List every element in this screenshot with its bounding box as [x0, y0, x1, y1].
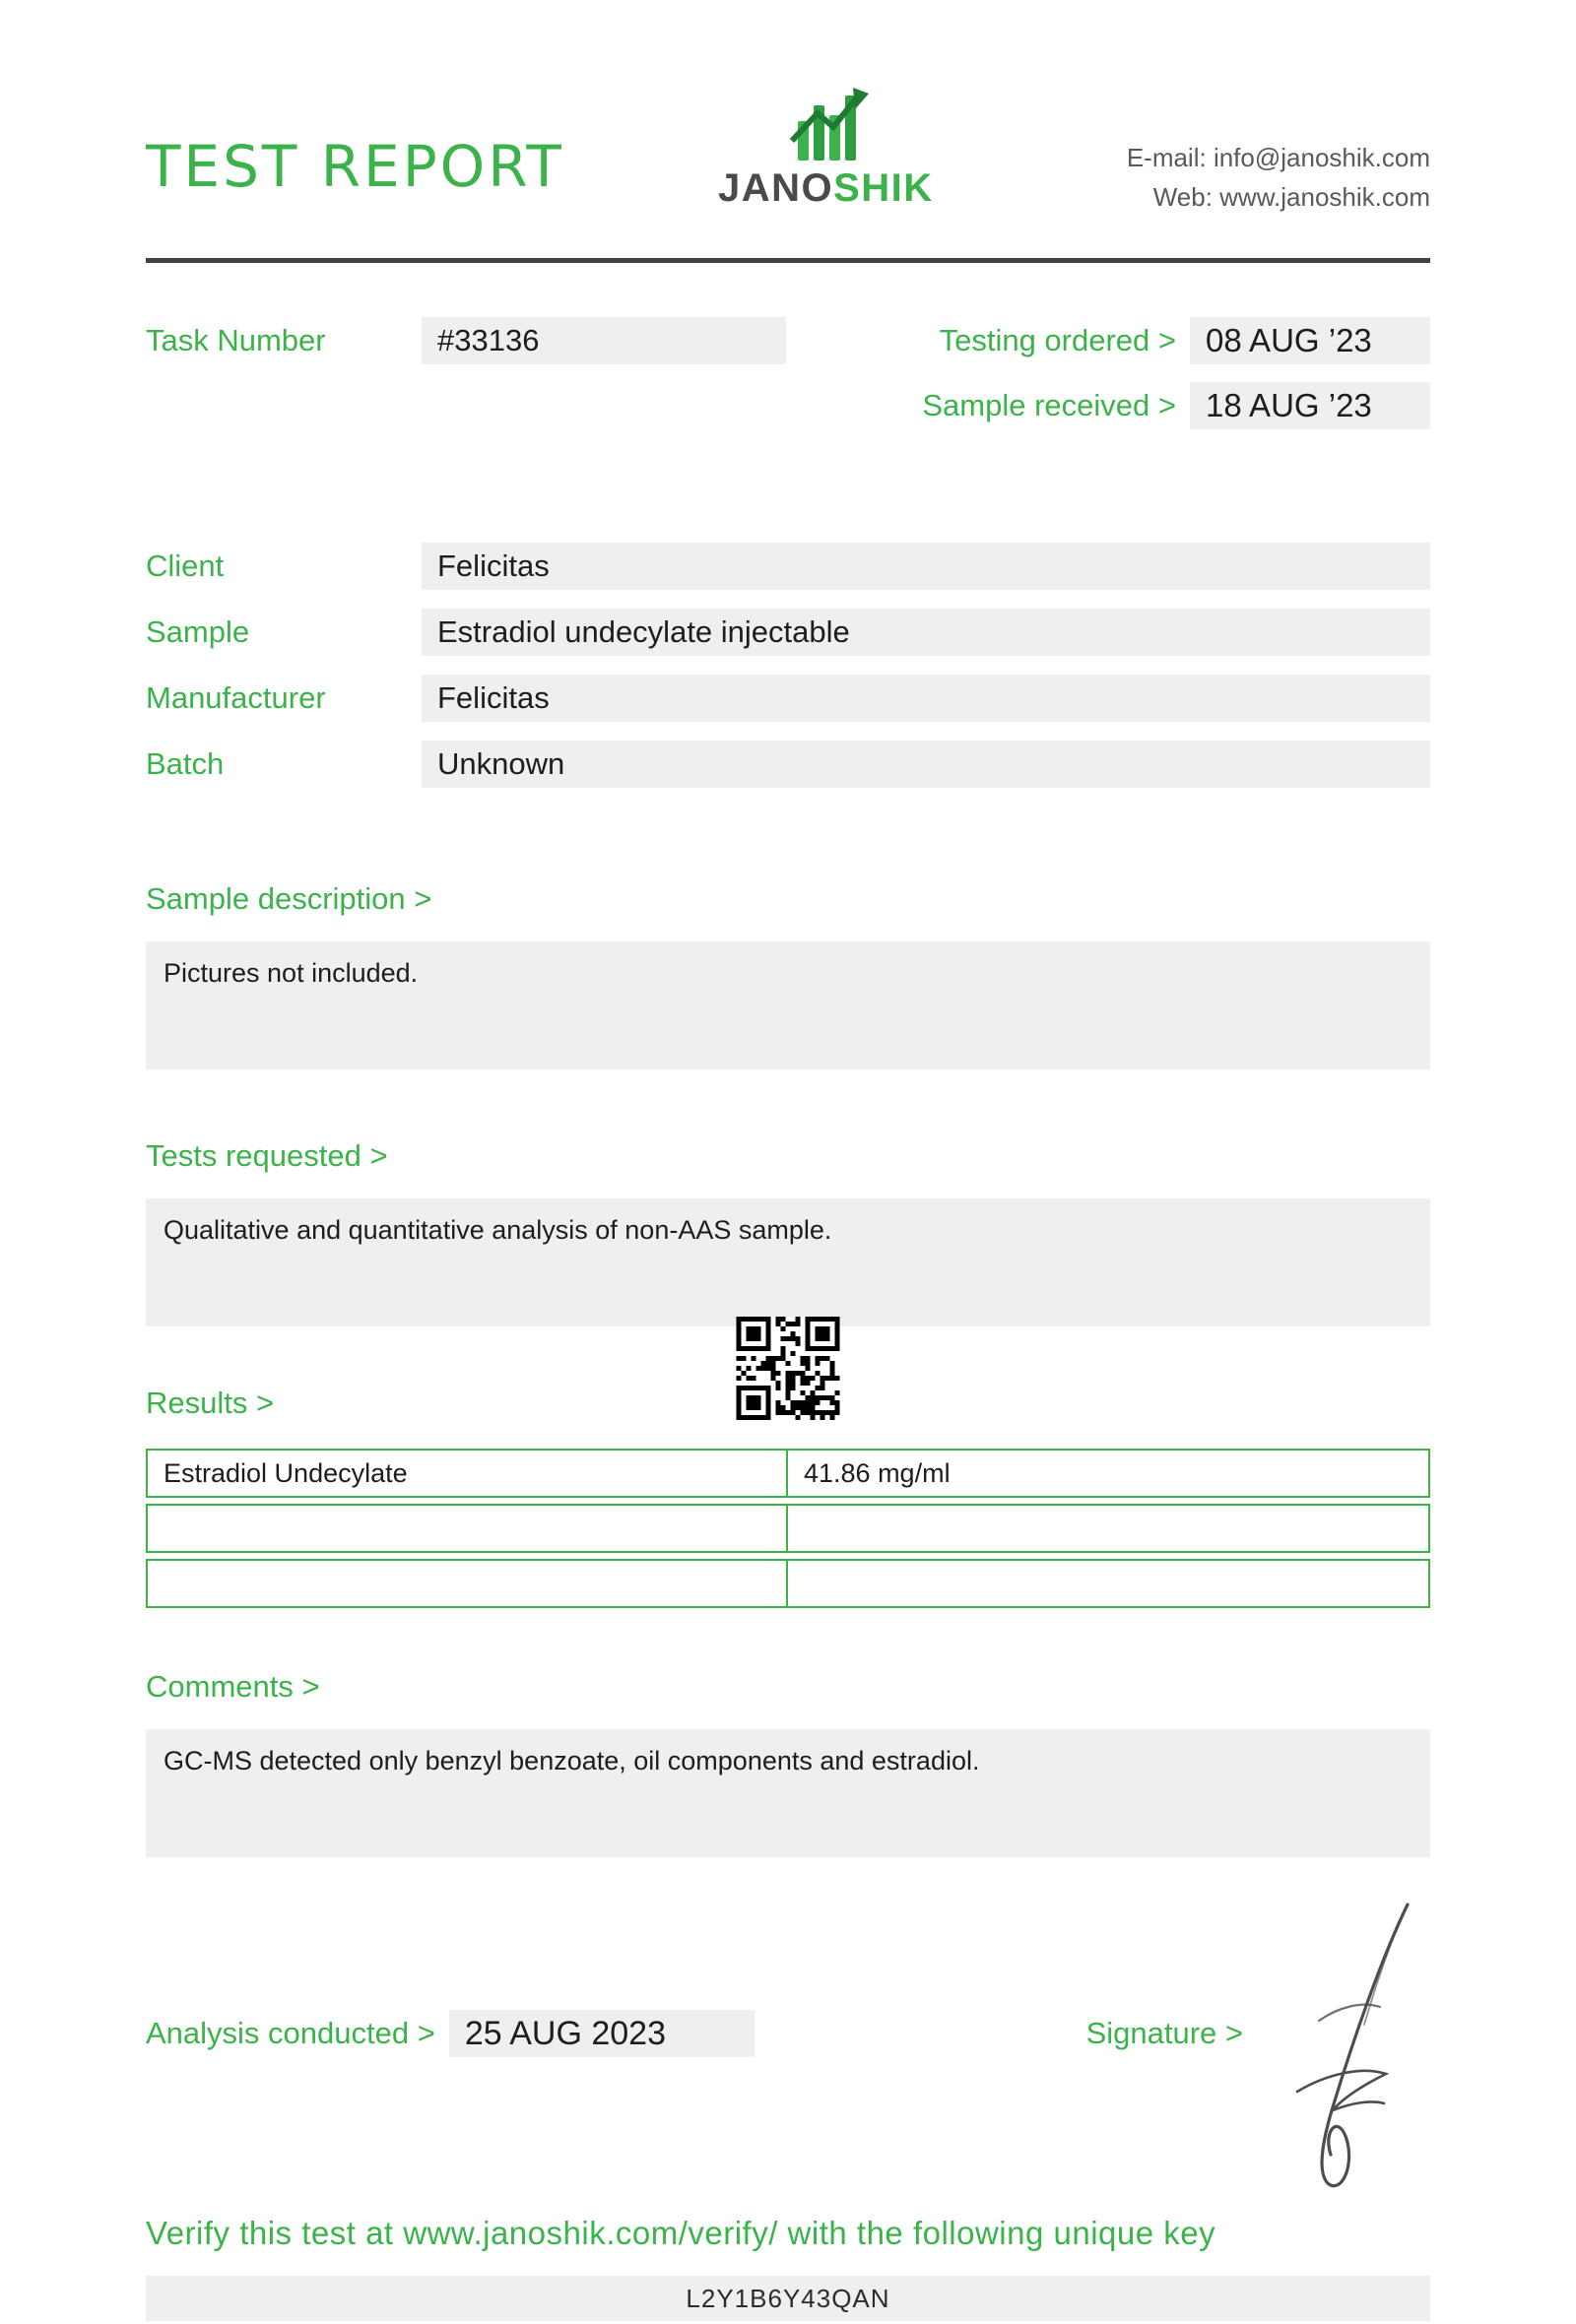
- sample-description-section: [146, 881, 1430, 1069]
- info-row-batch: [146, 741, 1430, 788]
- dates-block: [881, 317, 1430, 429]
- analysis-conducted-value: 25 AUG 2023: [449, 2010, 755, 2057]
- comments-heading: Comments >: [146, 1669, 320, 1704]
- result-concentration: 41.86 mg/ml: [804, 1457, 951, 1488]
- sample-received-label: Sample received >: [922, 388, 1176, 422]
- info-row-manufacturer: [146, 675, 1430, 722]
- janoshik-logo: [718, 84, 934, 211]
- batch-value: Unknown: [422, 741, 1430, 788]
- batch-label: Batch: [146, 746, 225, 781]
- task-number-row: [146, 317, 786, 364]
- results-heading: Results >: [146, 1386, 275, 1420]
- manufacturer-label: Manufacturer: [146, 680, 326, 715]
- table-row: [146, 1449, 1430, 1498]
- result-substance: [148, 1561, 788, 1606]
- info-row-client: [146, 543, 1430, 590]
- analysis-conducted-label: Analysis conducted >: [146, 2016, 435, 2050]
- table-row: [146, 1559, 1430, 1608]
- results-section: [146, 1386, 1430, 1608]
- contact-email: E-mail: info@janoshik.com: [1126, 143, 1430, 172]
- result-concentration: [788, 1561, 1428, 1606]
- client-value: Felicitas: [422, 543, 1430, 590]
- unique-key: L2Y1B6Y43QAN: [146, 2276, 1430, 2321]
- task-number-value: #33136: [422, 317, 786, 364]
- sample-description-heading: Sample description >: [146, 881, 432, 916]
- sample-info-section: [146, 543, 1430, 788]
- header: [146, 84, 1430, 217]
- contact-web: Web: www.janoshik.com: [1152, 182, 1430, 212]
- tests-requested-heading: Tests requested >: [146, 1138, 388, 1173]
- verify-instruction: Verify this test at www.janoshik.com/verify/ with the following unique key: [146, 2215, 1216, 2251]
- qr-code-icon: [737, 1317, 840, 1420]
- results-table: [146, 1449, 1430, 1608]
- info-row-sample: [146, 609, 1430, 656]
- result-substance: Estradiol Undecylate: [148, 1451, 788, 1496]
- tests-requested-section: [146, 1138, 1430, 1326]
- qr-code-wrap: [737, 1317, 840, 1420]
- client-label: Client: [146, 549, 225, 583]
- sample-received-row: [881, 382, 1430, 429]
- result-concentration: [788, 1506, 1428, 1551]
- comments-body: GC-MS detected only benzyl benzoate, oil components and estradiol.: [146, 1729, 1430, 1857]
- signature-label: Signature >: [1085, 2016, 1243, 2050]
- email-value: info@janoshik.com: [1213, 143, 1430, 172]
- task-number-label: Task Number: [146, 323, 326, 357]
- contact-info: [1127, 138, 1430, 217]
- tests-requested-body: Qualitative and quantitative analysis of non-AAS sample.: [146, 1198, 1430, 1326]
- sample-label: Sample: [146, 614, 250, 649]
- sample-value: Estradiol undecylate injectable: [422, 609, 1430, 656]
- sample-received-value: 18 AUG ’23: [1190, 382, 1430, 429]
- testing-ordered-label: Testing ordered >: [939, 323, 1176, 357]
- bar-chart-up-arrow-icon: [776, 84, 875, 164]
- manufacturer-value: Felicitas: [422, 675, 1430, 722]
- comments-section: [146, 1669, 1430, 1857]
- table-row: [146, 1504, 1430, 1553]
- testing-ordered-row: [881, 317, 1430, 364]
- testing-ordered-value: 08 AUG ’23: [1190, 317, 1430, 364]
- footer-row: [146, 2010, 1430, 2057]
- sample-description-body: Pictures not included.: [146, 941, 1430, 1069]
- meta-section: [146, 317, 1430, 429]
- logo-wordmark: JANOSHIK: [717, 166, 934, 210]
- result-substance: [148, 1506, 788, 1551]
- page-title: TEST REPORT: [146, 133, 564, 200]
- web-value: www.janoshik.com: [1219, 182, 1430, 212]
- signature-icon: [1258, 1897, 1435, 2192]
- header-divider: [146, 258, 1430, 263]
